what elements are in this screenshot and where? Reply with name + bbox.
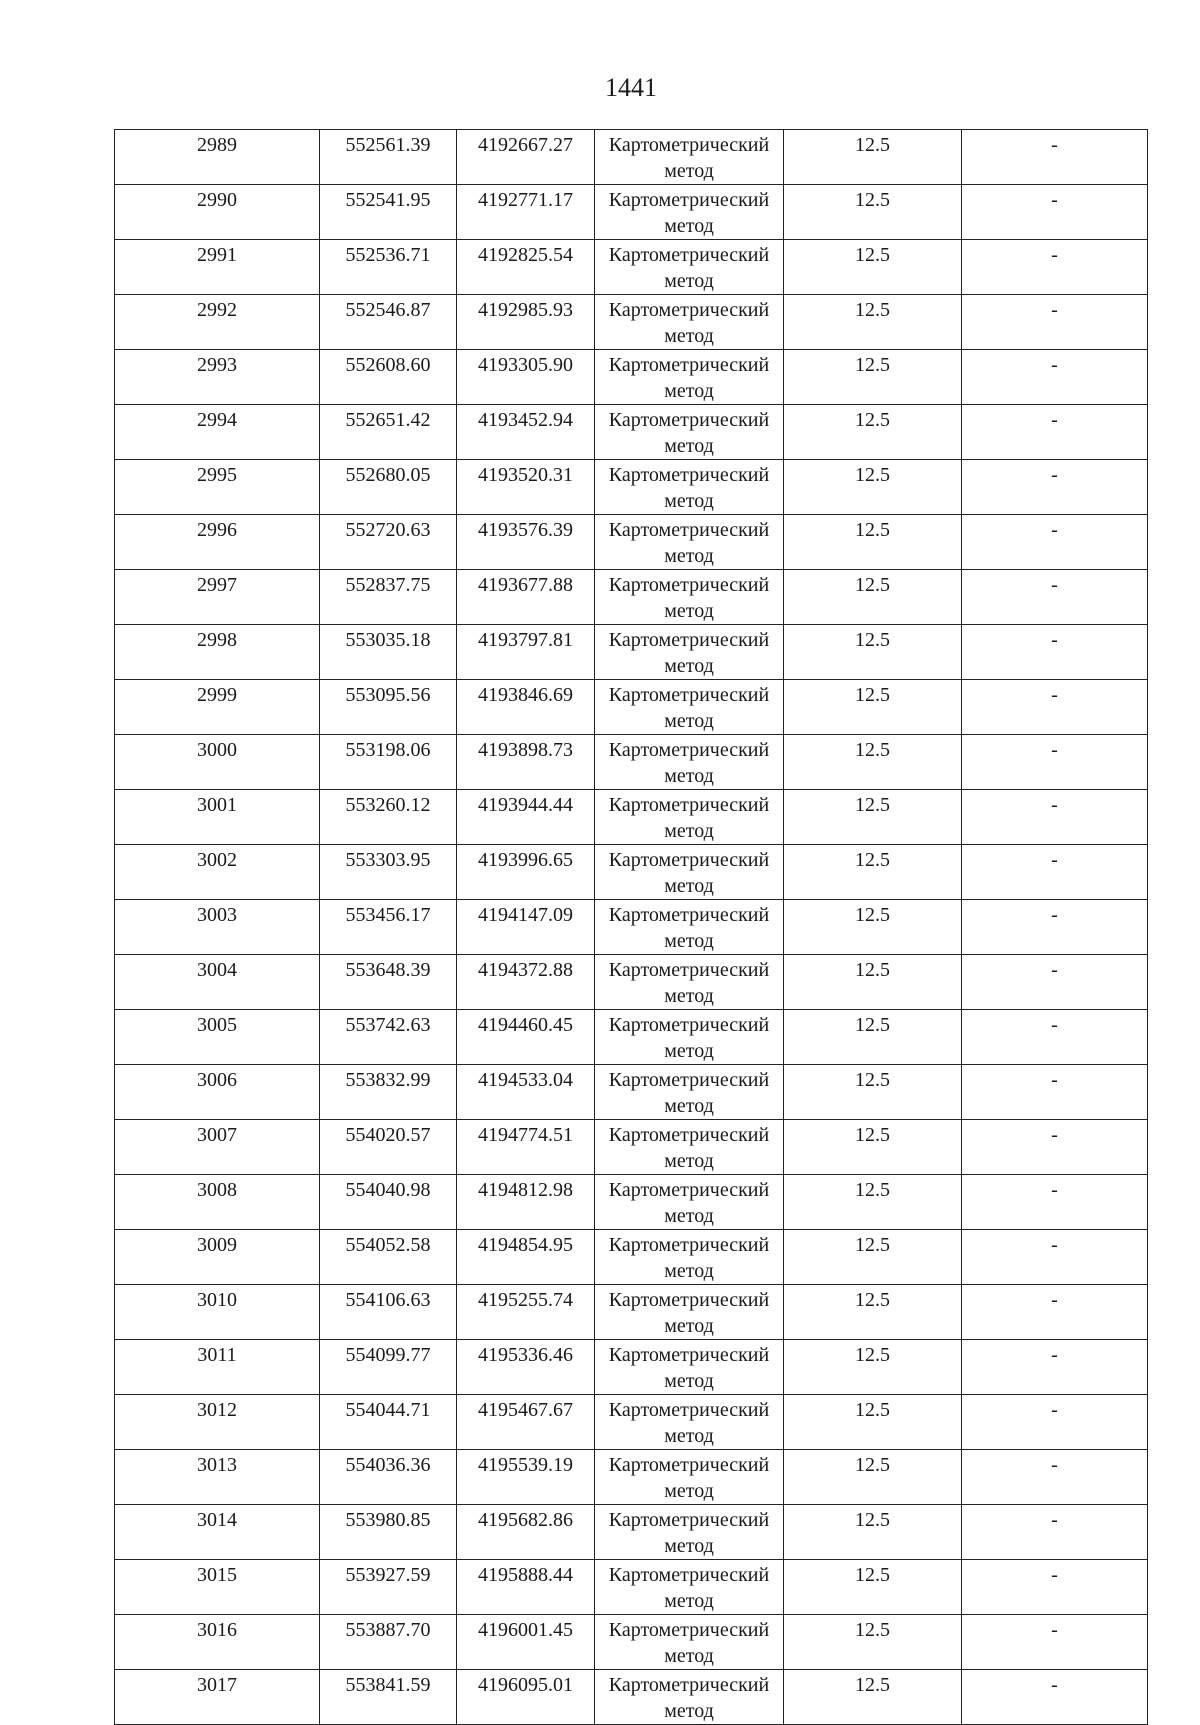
method-cell: [595, 130, 784, 185]
y-coordinate-cell: 4193452.94: [457, 405, 595, 460]
method-line-1: Картометрический: [608, 1454, 770, 1476]
accuracy-cell: 12.5: [784, 1450, 962, 1505]
note-cell: -: [962, 735, 1148, 790]
method-line-2: метод: [664, 1480, 714, 1502]
method-line-2: метод: [664, 820, 714, 842]
y-coordinate-cell: 4195255.74: [457, 1285, 595, 1340]
method-line-1: Картометрический: [608, 1289, 770, 1311]
point-number-cell: 2992: [115, 295, 320, 350]
x-coordinate-cell: 554052.58: [320, 1230, 457, 1285]
accuracy-cell: 12.5: [784, 350, 962, 405]
note-cell: -: [962, 625, 1148, 680]
method-line-2: метод: [664, 1370, 714, 1392]
note-cell: -: [962, 900, 1148, 955]
method-line-2: метод: [664, 435, 714, 457]
point-number-cell: 3001: [115, 790, 320, 845]
method-line-1: Картометрический: [608, 1399, 770, 1421]
x-coordinate-cell: 553927.59: [320, 1560, 457, 1615]
note-cell: -: [962, 1285, 1148, 1340]
method-line-2: метод: [664, 930, 714, 952]
accuracy-cell: 12.5: [784, 295, 962, 350]
point-number-cell: 3008: [115, 1175, 320, 1230]
point-number-cell: 3002: [115, 845, 320, 900]
y-coordinate-cell: 4193944.44: [457, 790, 595, 845]
method-cell: [595, 1230, 784, 1285]
x-coordinate-cell: 553648.39: [320, 955, 457, 1010]
point-number-cell: 3012: [115, 1395, 320, 1450]
table-row: [115, 460, 1148, 515]
method-line-1: Картометрический: [608, 299, 770, 321]
method-cell: [595, 1175, 784, 1230]
table-row: [115, 130, 1148, 185]
method-line-1: Картометрический: [608, 1344, 770, 1366]
method-cell: [595, 1065, 784, 1120]
coordinates-table: [114, 129, 1148, 1725]
x-coordinate-cell: 553456.17: [320, 900, 457, 955]
table-row: [115, 1175, 1148, 1230]
y-coordinate-cell: 4192771.17: [457, 185, 595, 240]
note-cell: -: [962, 1340, 1148, 1395]
accuracy-cell: 12.5: [784, 735, 962, 790]
note-cell: -: [962, 350, 1148, 405]
accuracy-cell: 12.5: [784, 1230, 962, 1285]
x-coordinate-cell: 553035.18: [320, 625, 457, 680]
y-coordinate-cell: 4194774.51: [457, 1120, 595, 1175]
y-coordinate-cell: 4194460.45: [457, 1010, 595, 1065]
coordinates-table-body: [115, 130, 1148, 1725]
method-line-1: Картометрический: [608, 904, 770, 926]
method-line-2: метод: [664, 1150, 714, 1172]
page-number: 1441: [605, 73, 657, 102]
method-cell: [595, 1450, 784, 1505]
table-row: [115, 625, 1148, 680]
table-row: [115, 790, 1148, 845]
accuracy-cell: 12.5: [784, 625, 962, 680]
accuracy-cell: 12.5: [784, 1065, 962, 1120]
point-number-cell: 2997: [115, 570, 320, 625]
method-line-1: Картометрический: [608, 464, 770, 486]
accuracy-cell: 12.5: [784, 1340, 962, 1395]
method-cell: [595, 1120, 784, 1175]
table-row: [115, 295, 1148, 350]
x-coordinate-cell: 552651.42: [320, 405, 457, 460]
y-coordinate-cell: 4193846.69: [457, 680, 595, 735]
x-coordinate-cell: 553260.12: [320, 790, 457, 845]
x-coordinate-cell: 553742.63: [320, 1010, 457, 1065]
method-line-1: Картометрический: [608, 1069, 770, 1091]
x-coordinate-cell: 553095.56: [320, 680, 457, 735]
method-line-1: Картометрический: [608, 1564, 770, 1586]
method-line-1: Картометрический: [608, 1014, 770, 1036]
x-coordinate-cell: 553841.59: [320, 1670, 457, 1725]
method-cell: [595, 735, 784, 790]
method-cell: [595, 405, 784, 460]
x-coordinate-cell: 554099.77: [320, 1340, 457, 1395]
method-cell: [595, 1285, 784, 1340]
point-number-cell: 2996: [115, 515, 320, 570]
method-line-2: метод: [664, 875, 714, 897]
accuracy-cell: 12.5: [784, 1395, 962, 1450]
y-coordinate-cell: 4195467.67: [457, 1395, 595, 1450]
note-cell: -: [962, 1010, 1148, 1065]
accuracy-cell: 12.5: [784, 515, 962, 570]
accuracy-cell: 12.5: [784, 1010, 962, 1065]
table-row: [115, 1285, 1148, 1340]
method-line-1: Картометрический: [608, 959, 770, 981]
method-line-2: метод: [664, 600, 714, 622]
method-cell: [595, 185, 784, 240]
table-row: [115, 1120, 1148, 1175]
method-cell: [595, 955, 784, 1010]
x-coordinate-cell: 554020.57: [320, 1120, 457, 1175]
table-row: [115, 1065, 1148, 1120]
y-coordinate-cell: 4196095.01: [457, 1670, 595, 1725]
method-line-2: метод: [664, 1700, 714, 1722]
point-number-cell: 3000: [115, 735, 320, 790]
point-number-cell: 2991: [115, 240, 320, 295]
method-cell: [595, 680, 784, 735]
accuracy-cell: 12.5: [784, 130, 962, 185]
y-coordinate-cell: 4192825.54: [457, 240, 595, 295]
x-coordinate-cell: 552546.87: [320, 295, 457, 350]
method-line-2: метод: [664, 710, 714, 732]
x-coordinate-cell: 552720.63: [320, 515, 457, 570]
method-line-2: метод: [664, 1535, 714, 1557]
y-coordinate-cell: 4193797.81: [457, 625, 595, 680]
method-line-1: Картометрический: [608, 684, 770, 706]
method-line-1: Картометрический: [608, 409, 770, 431]
point-number-cell: 3017: [115, 1670, 320, 1725]
point-number-cell: 3011: [115, 1340, 320, 1395]
y-coordinate-cell: 4195539.19: [457, 1450, 595, 1505]
note-cell: -: [962, 460, 1148, 515]
y-coordinate-cell: 4193305.90: [457, 350, 595, 405]
x-coordinate-cell: 553887.70: [320, 1615, 457, 1670]
accuracy-cell: 12.5: [784, 680, 962, 735]
y-coordinate-cell: 4192985.93: [457, 295, 595, 350]
method-cell: [595, 295, 784, 350]
point-number-cell: 3006: [115, 1065, 320, 1120]
point-number-cell: 2994: [115, 405, 320, 460]
accuracy-cell: 12.5: [784, 1505, 962, 1560]
note-cell: -: [962, 240, 1148, 295]
method-line-2: метод: [664, 1425, 714, 1447]
x-coordinate-cell: 553832.99: [320, 1065, 457, 1120]
method-line-2: метод: [664, 545, 714, 567]
note-cell: -: [962, 130, 1148, 185]
table-row: [115, 1615, 1148, 1670]
method-line-1: Картометрический: [608, 134, 770, 156]
y-coordinate-cell: 4193576.39: [457, 515, 595, 570]
y-coordinate-cell: 4195888.44: [457, 1560, 595, 1615]
method-cell: [595, 1340, 784, 1395]
x-coordinate-cell: 552561.39: [320, 130, 457, 185]
note-cell: -: [962, 1065, 1148, 1120]
x-coordinate-cell: 553980.85: [320, 1505, 457, 1560]
x-coordinate-cell: 554044.71: [320, 1395, 457, 1450]
x-coordinate-cell: 554106.63: [320, 1285, 457, 1340]
method-line-2: метод: [664, 270, 714, 292]
method-cell: [595, 570, 784, 625]
y-coordinate-cell: 4194854.95: [457, 1230, 595, 1285]
accuracy-cell: 12.5: [784, 405, 962, 460]
point-number-cell: 3010: [115, 1285, 320, 1340]
method-line-2: метод: [664, 1260, 714, 1282]
table-row: [115, 735, 1148, 790]
table-row: [115, 1010, 1148, 1065]
method-cell: [595, 1505, 784, 1560]
note-cell: -: [962, 1450, 1148, 1505]
accuracy-cell: 12.5: [784, 1560, 962, 1615]
method-line-2: метод: [664, 655, 714, 677]
point-number-cell: 2999: [115, 680, 320, 735]
method-line-1: Картометрический: [608, 1179, 770, 1201]
x-coordinate-cell: 552680.05: [320, 460, 457, 515]
note-cell: -: [962, 680, 1148, 735]
note-cell: -: [962, 515, 1148, 570]
note-cell: -: [962, 405, 1148, 460]
y-coordinate-cell: 4194533.04: [457, 1065, 595, 1120]
y-coordinate-cell: 4194372.88: [457, 955, 595, 1010]
method-line-1: Картометрический: [608, 1124, 770, 1146]
method-line-1: Картометрический: [608, 574, 770, 596]
y-coordinate-cell: 4193996.65: [457, 845, 595, 900]
x-coordinate-cell: 552541.95: [320, 185, 457, 240]
note-cell: -: [962, 1560, 1148, 1615]
point-number-cell: 3004: [115, 955, 320, 1010]
accuracy-cell: 12.5: [784, 240, 962, 295]
note-cell: -: [962, 1230, 1148, 1285]
method-cell: [595, 845, 784, 900]
method-line-2: метод: [664, 325, 714, 347]
method-cell: [595, 515, 784, 570]
table-row: [115, 185, 1148, 240]
table-row: [115, 680, 1148, 735]
method-line-1: Картометрический: [608, 244, 770, 266]
y-coordinate-cell: 4193898.73: [457, 735, 595, 790]
table-row: [115, 405, 1148, 460]
accuracy-cell: 12.5: [784, 570, 962, 625]
point-number-cell: 2990: [115, 185, 320, 240]
y-coordinate-cell: 4194147.09: [457, 900, 595, 955]
accuracy-cell: 12.5: [784, 1670, 962, 1725]
point-number-cell: 3003: [115, 900, 320, 955]
table-row: [115, 350, 1148, 405]
table-row: [115, 1670, 1148, 1725]
method-line-1: Картометрический: [608, 519, 770, 541]
note-cell: -: [962, 185, 1148, 240]
note-cell: -: [962, 955, 1148, 1010]
x-coordinate-cell: 552837.75: [320, 570, 457, 625]
table-row: [115, 1450, 1148, 1505]
table-row: [115, 900, 1148, 955]
method-cell: [595, 460, 784, 515]
table-row: [115, 240, 1148, 295]
point-number-cell: 3009: [115, 1230, 320, 1285]
note-cell: -: [962, 790, 1148, 845]
accuracy-cell: 12.5: [784, 1120, 962, 1175]
method-line-2: метод: [664, 1205, 714, 1227]
method-line-2: метод: [664, 215, 714, 237]
method-cell: [595, 1560, 784, 1615]
y-coordinate-cell: 4195336.46: [457, 1340, 595, 1395]
method-line-2: метод: [664, 160, 714, 182]
method-line-1: Картометрический: [608, 1509, 770, 1531]
accuracy-cell: 12.5: [784, 955, 962, 1010]
point-number-cell: 2993: [115, 350, 320, 405]
x-coordinate-cell: 553303.95: [320, 845, 457, 900]
note-cell: -: [962, 1615, 1148, 1670]
table-row: [115, 1395, 1148, 1450]
method-cell: [595, 350, 784, 405]
method-line-2: метод: [664, 1095, 714, 1117]
accuracy-cell: 12.5: [784, 1615, 962, 1670]
x-coordinate-cell: 554040.98: [320, 1175, 457, 1230]
method-line-2: метод: [664, 1040, 714, 1062]
method-line-1: Картометрический: [608, 1234, 770, 1256]
method-cell: [595, 1615, 784, 1670]
method-line-1: Картометрический: [608, 1619, 770, 1641]
point-number-cell: 3016: [115, 1615, 320, 1670]
method-line-2: метод: [664, 490, 714, 512]
accuracy-cell: 12.5: [784, 900, 962, 955]
note-cell: -: [962, 1505, 1148, 1560]
method-cell: [595, 1670, 784, 1725]
table-row: [115, 570, 1148, 625]
method-cell: [595, 790, 784, 845]
y-coordinate-cell: 4195682.86: [457, 1505, 595, 1560]
accuracy-cell: 12.5: [784, 790, 962, 845]
y-coordinate-cell: 4192667.27: [457, 130, 595, 185]
method-line-2: метод: [664, 380, 714, 402]
y-coordinate-cell: 4196001.45: [457, 1615, 595, 1670]
method-line-1: Картометрический: [608, 629, 770, 651]
point-number-cell: 3007: [115, 1120, 320, 1175]
point-number-cell: 2995: [115, 460, 320, 515]
table-row: [115, 955, 1148, 1010]
point-number-cell: 2989: [115, 130, 320, 185]
method-cell: [595, 900, 784, 955]
y-coordinate-cell: 4193520.31: [457, 460, 595, 515]
point-number-cell: 3014: [115, 1505, 320, 1560]
point-number-cell: 3015: [115, 1560, 320, 1615]
method-line-1: Картометрический: [608, 739, 770, 761]
method-line-2: метод: [664, 1315, 714, 1337]
method-line-2: метод: [664, 1645, 714, 1667]
x-coordinate-cell: 553198.06: [320, 735, 457, 790]
method-cell: [595, 240, 784, 295]
table-row: [115, 845, 1148, 900]
method-line-1: Картометрический: [608, 189, 770, 211]
accuracy-cell: 12.5: [784, 460, 962, 515]
method-line-2: метод: [664, 765, 714, 787]
table-row: [115, 1340, 1148, 1395]
note-cell: -: [962, 1175, 1148, 1230]
x-coordinate-cell: 554036.36: [320, 1450, 457, 1505]
point-number-cell: 3013: [115, 1450, 320, 1505]
note-cell: -: [962, 295, 1148, 350]
y-coordinate-cell: 4194812.98: [457, 1175, 595, 1230]
table-row: [115, 1560, 1148, 1615]
accuracy-cell: 12.5: [784, 185, 962, 240]
x-coordinate-cell: 552536.71: [320, 240, 457, 295]
table-row: [115, 515, 1148, 570]
note-cell: -: [962, 1670, 1148, 1725]
method-line-1: Картометрический: [608, 354, 770, 376]
x-coordinate-cell: 552608.60: [320, 350, 457, 405]
method-cell: [595, 625, 784, 680]
method-line-2: метод: [664, 1590, 714, 1612]
method-cell: [595, 1395, 784, 1450]
table-row: [115, 1230, 1148, 1285]
method-cell: [595, 1010, 784, 1065]
method-line-1: Картометрический: [608, 849, 770, 871]
point-number-cell: 3005: [115, 1010, 320, 1065]
accuracy-cell: 12.5: [784, 845, 962, 900]
note-cell: -: [962, 1395, 1148, 1450]
note-cell: -: [962, 1120, 1148, 1175]
accuracy-cell: 12.5: [784, 1175, 962, 1230]
method-line-1: Картометрический: [608, 1674, 770, 1696]
method-line-1: Картометрический: [608, 794, 770, 816]
method-line-2: метод: [664, 985, 714, 1007]
y-coordinate-cell: 4193677.88: [457, 570, 595, 625]
point-number-cell: 2998: [115, 625, 320, 680]
accuracy-cell: 12.5: [784, 1285, 962, 1340]
table-row: [115, 1505, 1148, 1560]
note-cell: -: [962, 845, 1148, 900]
note-cell: -: [962, 570, 1148, 625]
